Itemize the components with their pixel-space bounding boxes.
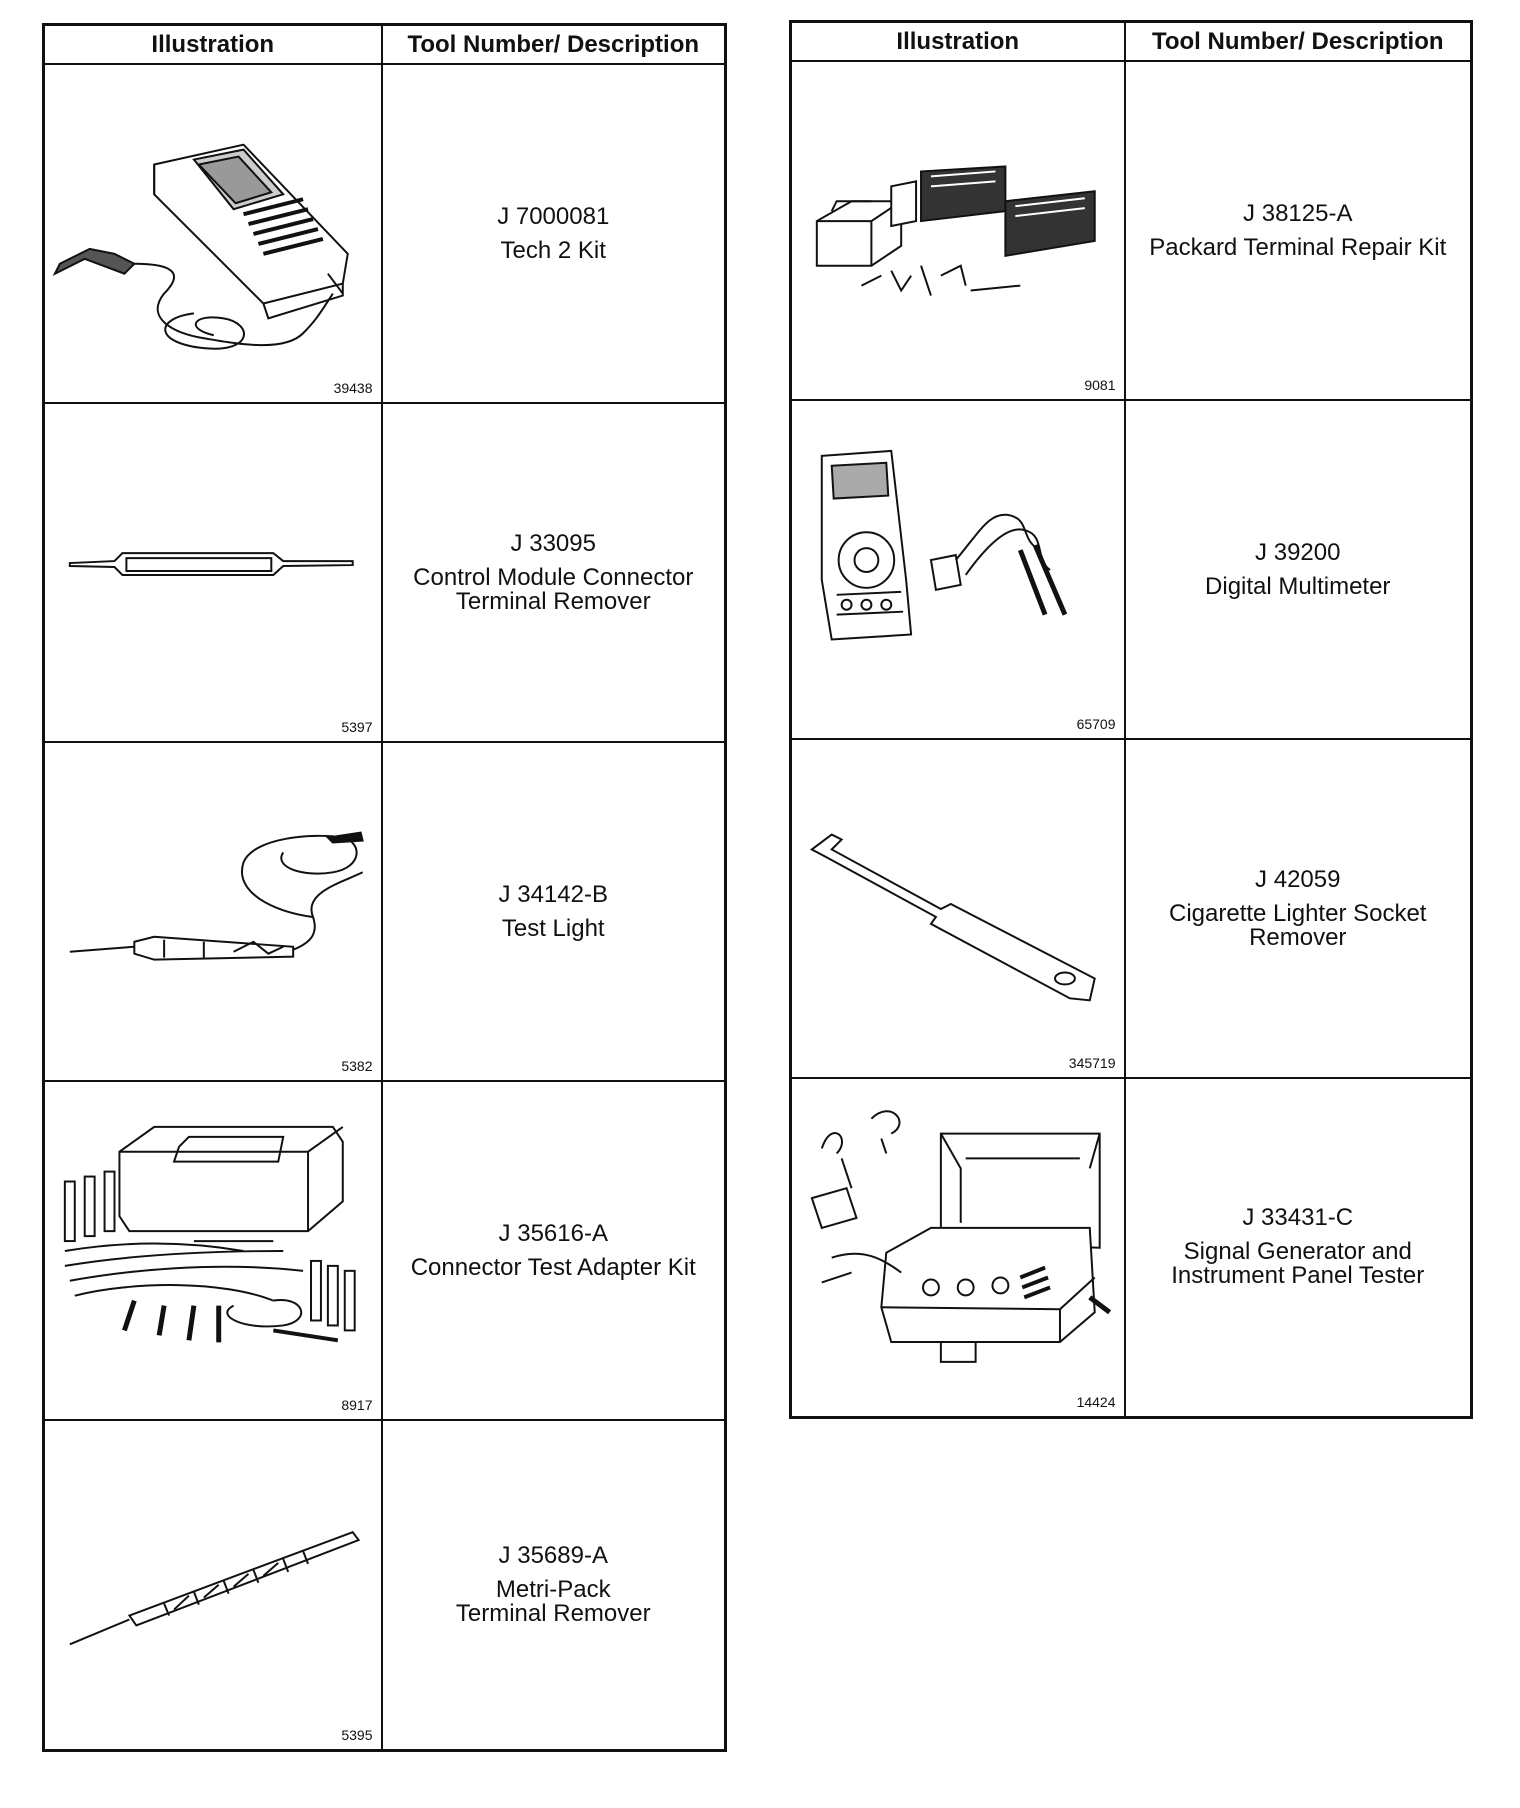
figure-number: 39438 (333, 380, 373, 396)
tool-number: J 7000081 (497, 202, 610, 230)
description-header: Tool Number/ Description (1125, 22, 1472, 62)
tool-description: Signal Generator and Instrument Panel Tester (1171, 1238, 1425, 1290)
tool-description: Packard Terminal Repair Kit (1149, 233, 1447, 261)
table-row (791, 61, 1472, 400)
description-cell (1125, 400, 1472, 739)
tool-number: J 33095 (510, 529, 596, 557)
tool-number: J 35616-A (498, 1219, 608, 1247)
illustration-cell (44, 742, 382, 1081)
figure-number: 5395 (341, 1726, 373, 1743)
illustration-cell (44, 403, 382, 742)
tool-number: J 33431-C (1242, 1204, 1354, 1232)
table-row (44, 1081, 726, 1420)
tool-description: Control Module Connector Terminal Remover (413, 563, 694, 615)
left-tool-table (42, 23, 727, 1752)
repair-kit-icon (792, 62, 1124, 399)
right-tool-table (789, 20, 1473, 1419)
socket-remover-icon (792, 740, 1124, 1077)
tool-number: J 35689-A (498, 1541, 608, 1569)
figure-number: 9081 (1084, 377, 1116, 393)
description-cell (382, 742, 726, 1081)
figure-number: 8917 (341, 1397, 373, 1413)
description-cell (1125, 739, 1472, 1078)
description-cell (1125, 1078, 1472, 1417)
tool-number: J 42059 (1255, 865, 1341, 893)
illustration-cell (791, 400, 1125, 739)
illustration-cell (44, 64, 382, 403)
tool-number: J 38125-A (1243, 199, 1353, 227)
figure-number: 14424 (1076, 1393, 1116, 1410)
tool-description: Metri-Pack Terminal Remover (455, 1575, 651, 1627)
terminal-remover-icon (45, 404, 381, 741)
description-cell (1125, 61, 1472, 400)
illustration-cell (44, 1420, 382, 1750)
adapter-kit-icon (45, 1082, 381, 1419)
table-header-row (44, 25, 726, 65)
illustration-cell (44, 1081, 382, 1420)
illustration-header: Illustration (791, 22, 1125, 62)
table-row (791, 400, 1472, 739)
metri-pack-remover-icon (45, 1421, 381, 1749)
table-row (44, 1420, 726, 1750)
table-row (44, 742, 726, 1081)
figure-number: 345719 (1068, 1055, 1116, 1071)
tool-number: J 34142-B (498, 880, 608, 908)
description-header: Tool Number/ Description (382, 25, 726, 65)
illustration-header: Illustration (44, 25, 382, 65)
table-row (44, 64, 726, 403)
figure-number: 5382 (341, 1058, 373, 1074)
illustration-cell (791, 739, 1125, 1078)
figure-number: 5397 (341, 719, 373, 735)
figure-number: 65709 (1076, 716, 1116, 732)
tool-number: J 39200 (1255, 538, 1341, 566)
tool-description: Connector Test Adapter Kit (410, 1253, 696, 1281)
illustration-cell (791, 1078, 1125, 1417)
table-row (791, 739, 1472, 1078)
description-cell (382, 1081, 726, 1420)
scan-tool-icon (45, 65, 381, 402)
test-light-icon (45, 743, 381, 1080)
illustration-cell (791, 61, 1125, 400)
tool-description: Cigarette Lighter Socket Remover (1169, 899, 1427, 951)
description-cell (382, 1420, 726, 1750)
signal-generator-icon (792, 1079, 1124, 1416)
tool-description: Digital Multimeter (1205, 572, 1391, 600)
table-row (791, 1078, 1472, 1417)
tool-description: Test Light (501, 914, 605, 942)
table-header-row (791, 22, 1472, 62)
tool-description: Tech 2 Kit (500, 236, 606, 264)
table-row (44, 403, 726, 742)
description-cell (382, 403, 726, 742)
multimeter-icon (792, 401, 1124, 738)
description-cell (382, 64, 726, 403)
